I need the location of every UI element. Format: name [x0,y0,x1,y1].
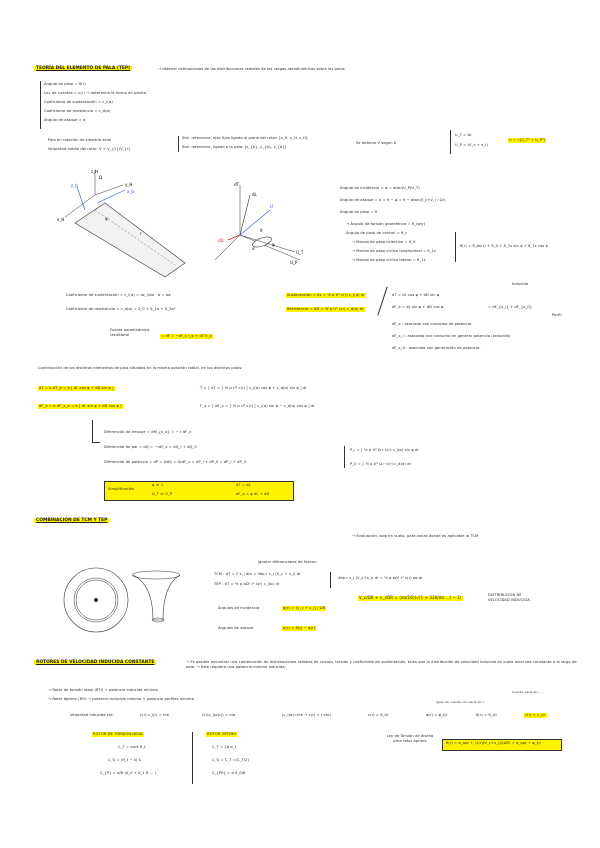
dfx-b-eq: dF_x = b dF_x_b = b [ dL sin φ + dD cos φ ] [39,404,122,408]
cl-eq: Coeficiente de sustentación = c_l(α) = dc_l/dα · α = aα [66,293,171,297]
pala-note: Pala en rotación de simetría axial [48,138,112,142]
dfx-eq: dF_x = dL sin φ + dD cos φ [392,305,444,309]
section-title-tep: TEORÍA DEL ELEMENTO DE PALA (TEP) [36,66,131,71]
fx-note: dF_x_i : asociada con consumo en generar potencia (Inducida) [392,334,511,338]
p-bracket [344,446,345,468]
rti-eq: C_{P} = σ/8 (δ_0 + δ_1 θ ... ) [100,771,156,775]
p0-eq: P_0 = ∫ ½ ρ U² Ω r c(r) c_d(α) dr [350,462,412,466]
alpha-eq: φ(r) = (V_c + v_i) / ΩR [283,606,326,610]
section-title-rotores: ROTORES DE VELOCIDAD INDUCIDA CONSTANTE [36,660,155,665]
ro-title: ROTOR ÓPTIMO [207,732,237,736]
fa-label: Fuerza aerodinámica resultante [110,328,150,337]
diff-item: Diferencial de potencia = dP = ΩdQ = ΩrdF_x = dP_i + dP_0 = dP_i + dP_0 [104,460,247,464]
vel-note: Velocidad media del rotor: V = V_{2}/V_{i} [48,147,131,151]
ley-eq: θ(r) = α_opt + (1/r)(V_c+v_i)/(ΩR) = α_opt + φ_t/r [446,741,542,745]
diff-item: Diferencial de par = dQ = −rdF_x = dQ_i + dQ_0 [104,445,197,449]
tep-intro: → obtener estimaciones de las distribuciones radiales de las cargas aerodinámicas sobre las palas [158,67,345,71]
vi-eq: V_c/ΩR + v_i/ΩR = (σa/16)(√(1 + 32θ/σa ...) − 1) [359,595,462,600]
fig-label: U_P [290,260,298,265]
fx-note: dF_x : asociada con consumo de potencia. [392,322,473,326]
diff-item: Diferencial de empuje = dM_{x_b} = − r dF_z [104,430,192,434]
fig-label: z_b [71,183,78,188]
ref-frame-2: Sist. referencia, ligado a la pala: [x_{b}, y_{b}, z_{b}] [182,145,287,149]
rti-eq: C_T = σa/4 θ_t [118,745,146,749]
vconst-eq1: c(r) c_l(r) = cte [140,713,170,717]
dt-b-eq: dT = b dT_b = b [ dL cos φ + dD sin φ ] [39,386,114,390]
dl-eq: Sustentación = dL = ½ ρ U² c(r) c_l(α) dr [287,293,365,297]
fig-label: dD [218,238,224,243]
contrib-note: Contribución de los distintos elementos de pala situados en la misma posición radial, en los distintos palas: [38,366,243,370]
def-item: Coeficiente de sustentación = c_l(α) [44,100,113,104]
rotor-type: → Rotor de torsión ideal (RTI) → potencia inducida mínima [48,688,158,692]
pi-eq: P_i = ∫ ½ ρ U² Ω r c(r) c_l(α) sin φ dr [350,448,419,452]
tcm-eq: TCM : dT = 2 v_i dm = 4πρ r v_i (V_c + v_i) dr [214,572,301,576]
diffs-connector-h [92,442,100,443]
section-title-tcm-tep: COMBINACIÓN DE TCM Y TEP [36,518,108,523]
fx-int-eq: F_x = ∫ dF_x = ∫ ½ ρ U² c(r) [ c_l(α) sin φ − c_d(α) cos φ ] dr [200,404,315,408]
ref-bracket [178,136,179,152]
vconst-label: Velocidad inducida cte. [70,713,114,717]
fig-label: α [252,246,255,251]
blade-element-figure [200,180,310,270]
angle-item: → Mando de paso cíclico lateral = θ_1c [352,258,426,262]
equal-eq: 4πρ r v_i (V_c+v_i) dr = ½ ρ bΩ² r² c(r) aα dr [338,576,423,580]
dt-eq: dT = dL cos φ + dD sin φ [392,293,440,297]
theta-label: Ángulos de ataque [218,626,254,630]
fig-label: x_b [127,189,134,194]
u-eq: U = √(U_T² + U_P²) [509,138,546,142]
fig-label: x_H [57,217,65,222]
def-item: Ángulo de paso = θ(r) [44,82,86,86]
diffs-connector [92,420,93,442]
fig-label: φ [272,242,275,247]
fig-label: U [270,204,273,209]
cd-eq: Coeficiente de resistencia = c_d(α) = δ_0 + δ_1α + δ_2α² [66,307,176,311]
fig-label: z_H [91,169,99,174]
simp-label: Simplificación [108,487,135,491]
r-eq: c(r) = c_t/r [525,713,546,717]
r-eq: θ(r) = θ_t/r [476,713,498,717]
simp-result: dF_x = φ dL + dD [236,492,270,496]
tep-eq: TEP : dT = ½ ρ bΩ² r² c(r) c_l(α) dr [214,582,280,586]
dist-label: DISTRIBUCIÓN DE VELOCIDAD INDUCIDA [488,593,530,602]
fig-label: dL [252,192,257,197]
angle-item: → Mando de paso cíclico longitudinal = θ_1s [352,249,436,253]
rotor-type: → Rotor óptimo (RO) → potencia inducida mínima + potencia perfiles mínima [48,697,194,701]
vconst-eq3: (c_l(α)=cte → c(r) = r·cte) [282,713,332,717]
dd-eq: Resistencia = dD = ½ ρ U² c(r) c_d(α) dr [287,307,364,311]
def-item: Coeficiente de resistencia = c_d(α) [44,109,111,113]
fig-label: r [140,231,142,236]
t-int-eq: T = ∫ dT = ∫ ½ ρ U² c(r) [ c_l(α) cos φ + c_d(α) sin φ ] dr [200,386,307,390]
ley-label: Ley de Torsión de diseño para rotor óptimo [386,734,434,743]
tcm-note: → Evaluación, solo en vuelo, para zonas donde es aplicable la TCM [352,534,479,538]
def-item: Ángulo de ataque = α [44,118,86,122]
fig-label: ψ [105,216,108,221]
angle-item: Ángulo de incidencia = φ = atan(U_P/U_T) [340,186,420,190]
simp-cond: φ ≪ 1 [152,483,164,487]
eq-bracket [330,572,331,588]
theta-eq: θ(r) = θ_tw(r) + θ_0 + θ_1s sin ψ + θ_1c cos ψ [460,244,549,248]
fig-label: dT [234,182,239,187]
rotores-desc: → Es posible encontrar una combinación de distribuciones radiales de cuerda, torsión y coeficiente de sustentación, tales que la distribución de velocidad inducida en vuelo axial sea constante a lo largo de pala. → Este requiere una potencia mínima inducida. [186,660,577,669]
theta-bracket [455,232,456,262]
rti-eq: C_Q = (θ_t − λ) λ [108,758,142,762]
fx-note: dF_x_0 : asociada con generación de potencia. [392,346,481,350]
fig-label: Ω [99,175,103,180]
fig-label: y_H [125,182,133,187]
label-inducida: Inducida [512,282,529,286]
ro-eq: C_T = 2σ α_t [212,745,237,749]
fig-label: θ [260,228,263,233]
angle-item: Ángulo de paso = θ [340,210,378,214]
blade-figure [55,165,190,275]
rti-title: ROTOR DE TORSIÓN IDEAL [93,732,144,736]
alpha-label: Ángulos de incidencia [218,606,260,610]
simp-result: dT = dL [236,483,251,487]
u-bracket [450,130,451,154]
fig-label: U_T [296,250,304,255]
ro-eq: C_Q = C_T √(C_T/2) [212,758,249,762]
label-perfil: Perfil [552,313,562,317]
ref-note: Se obtiene V según x̂ [356,141,397,145]
ref-frame-1: Sist. referencia, ejes fijos ligado al plano del rotor: [x_H, y_H, z_H] [182,136,308,140]
simp-cond: U_T ≫ U_P [152,492,173,496]
angle-item: Ángulo de ataque = α = θ − φ = θ − atan(V_c+v_i / Ωr) [340,198,446,202]
dfx-split: = dF_{x_i} + dF_{x_0} [488,305,533,309]
r-eq: φ(r) = φ_t/r [426,713,448,717]
angle-item: Ángulo de paso de control = θ_c [346,231,408,235]
angle-item: → Mando de paso colectivo = θ_0 [352,240,416,244]
defs-bracket [40,81,41,129]
annotation: Igual de cuerda con varía en r [436,700,485,704]
up-eq: U_P = (V_c + v_i) [455,143,488,147]
theta-s2-eq: α(r) = θ(r) − φ(r) [283,626,316,630]
r-eq: c(r) = θ_t/r [368,713,389,717]
fa-eq: = dF = −dF_x î_b + dT k̂_b [161,334,212,338]
rti-ro-divider [192,732,193,784]
annotation: Cuerda varía en r ... [512,690,545,694]
igualar-note: Igualar diferenciales de fuerza: [258,560,318,564]
divider-slash [377,287,387,316]
ut-eq: U_T = Ωr [455,133,472,137]
angle-item: → Ángulo de torsión geométrica = θ_tw(r) [346,222,426,226]
def-item: Ley de cuerdas = c(r) → determina la forma en planta. [44,91,148,95]
ro-eq: C_{P0} = σ δ_0/8 [212,771,246,775]
rotor-figure [58,560,183,650]
vconst-eq2: c(r)c_l(α(r)) = cte [202,713,236,717]
